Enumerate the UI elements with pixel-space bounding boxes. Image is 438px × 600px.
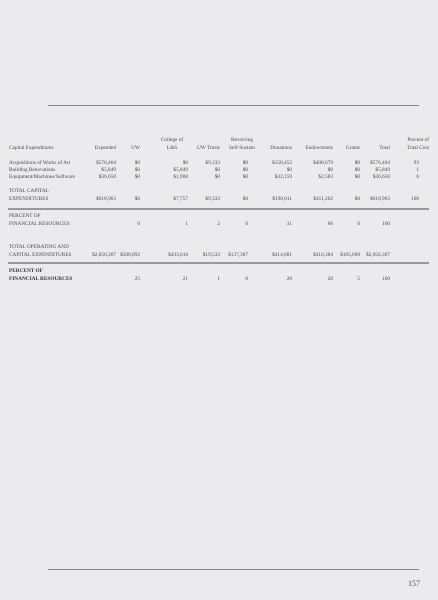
percent-capital-cell: 100: [382, 221, 390, 227]
table-cell: $5,849: [375, 167, 390, 173]
header-percent-line1: Percent of: [407, 137, 429, 143]
table-cell: $0: [214, 167, 220, 173]
total-operating-label-1: TOTAL OPERATING AND: [9, 244, 69, 250]
percent-total-cell: 1: [217, 276, 220, 282]
total-operating-label-2: CAPITAL EXPENDITURES: [9, 252, 72, 258]
table-cell: $0: [242, 167, 248, 173]
header-uw-trusts: UW Trusts: [196, 145, 220, 151]
table-cell: $0: [134, 167, 140, 173]
page-number: 157: [408, 579, 420, 588]
percent-capital-label-1: PERCENT OF: [9, 213, 41, 219]
percent-total-cell: 21: [182, 276, 188, 282]
table-cell: $36,650: [98, 174, 116, 180]
percent-total-cell: 5: [357, 276, 360, 282]
total-operating-cell: $416,384: [313, 252, 333, 258]
total-capital-cell: $0: [354, 196, 360, 202]
table-cell: $0: [354, 167, 360, 173]
percent-capital-cell: 66: [327, 221, 333, 227]
total-capital-cell: $0: [242, 196, 248, 202]
header-revolving-line1: Revolving: [230, 137, 254, 143]
header-percent-line2: Total Cost: [407, 145, 429, 151]
total-capital-underline: [8, 208, 429, 210]
total-operating-cell: $2,056,367: [366, 252, 390, 258]
table-cell: $0: [242, 174, 248, 180]
table-cell: $5,849: [101, 167, 116, 173]
header-college-line1: College of: [160, 137, 184, 143]
table-cell: $36,650: [372, 174, 390, 180]
total-capital-cell: $618,963: [96, 196, 116, 202]
table-cell: $0: [134, 160, 140, 166]
table-cell: $0: [327, 167, 333, 173]
header-grants: Grants: [345, 145, 360, 151]
percent-capital-cell: 1: [185, 221, 188, 227]
total-operating-cell: $137,387: [228, 252, 248, 258]
header-expended: Expended: [94, 145, 116, 151]
total-operating-cell: $19,533: [202, 252, 220, 258]
row-label: Building Renovations: [9, 167, 56, 173]
bottom-rule: [48, 569, 419, 570]
table-cell: 93: [413, 160, 419, 166]
header-capital-expenditures: Capital Expenditures: [9, 145, 54, 151]
table-cell: $1,908: [173, 174, 188, 180]
total-capital-cell: $411,262: [313, 196, 333, 202]
top-rule: [48, 105, 419, 106]
table-cell: $5,849: [173, 167, 188, 173]
percent-total-label-1: PERCENT OF: [9, 268, 43, 274]
header-uw: UW: [131, 145, 140, 151]
total-capital-cell: $190,611: [272, 196, 292, 202]
percent-total-label-2: FINANCIAL RESOURCES: [9, 276, 73, 282]
total-capital-cell: $7,757: [173, 196, 188, 202]
percent-capital-cell: 0: [245, 221, 248, 227]
table-cell: $0: [214, 174, 220, 180]
table-cell: $0: [242, 160, 248, 166]
percent-total-cell: 100: [382, 276, 390, 282]
row-label: Acquisitions of Works of Art: [9, 160, 71, 166]
percent-capital-cell: 0: [137, 221, 140, 227]
total-operating-cell: $433,610: [168, 252, 188, 258]
percent-capital-cell: 0: [357, 221, 360, 227]
table-cell: $2,583: [318, 174, 333, 180]
table-cell: $0: [354, 174, 360, 180]
total-operating-underline: [8, 262, 429, 264]
table-cell: $576,464: [96, 160, 116, 166]
total-operating-cell: $414,681: [272, 252, 292, 258]
header-donations: Donations: [270, 145, 292, 151]
total-capital-cell: $0: [134, 196, 140, 202]
table-cell: $0: [182, 160, 188, 166]
total-capital-cell: $618,963: [370, 196, 390, 202]
total-operating-cell: $506,892: [120, 252, 140, 258]
total-operating-cell: $105,690: [340, 252, 360, 258]
row-label: Equipment/Machines/Software: [9, 174, 75, 180]
total-operating-cell: $2,056,367: [92, 252, 116, 258]
total-capital-cell: $9,333: [205, 196, 220, 202]
header-college-line2: L&S: [166, 145, 178, 151]
header-revolving-line2: Self-Sustain: [229, 145, 255, 151]
total-capital-label-2: EXPENDITURES: [9, 196, 49, 202]
percent-capital-label-2: FINANCIAL RESOURCES:: [9, 221, 71, 227]
table-cell: $0: [286, 167, 292, 173]
percent-total-cell: 8: [245, 276, 248, 282]
table-cell: $0: [354, 160, 360, 166]
percent-capital-cell: 31: [286, 221, 292, 227]
percent-total-cell: 25: [134, 276, 140, 282]
table-cell: $0: [134, 174, 140, 180]
table-cell: 1: [416, 167, 419, 173]
percent-total-cell: 20: [327, 276, 333, 282]
header-endowments: Endowments: [305, 145, 333, 151]
table-cell: $158,452: [272, 160, 292, 166]
percent-total-cell: 20: [286, 276, 292, 282]
percent-capital-cell: 2: [217, 221, 220, 227]
table-cell: $32,159: [274, 174, 292, 180]
total-capital-label-1: TOTAL CAPITAL: [9, 188, 49, 194]
table-cell: $408,679: [313, 160, 333, 166]
total-capital-cell: 100: [411, 196, 419, 202]
table-cell: 6: [416, 174, 419, 180]
header-total: Total: [379, 145, 390, 151]
table-cell: $576,464: [370, 160, 390, 166]
table-cell: $9,333: [205, 160, 220, 166]
